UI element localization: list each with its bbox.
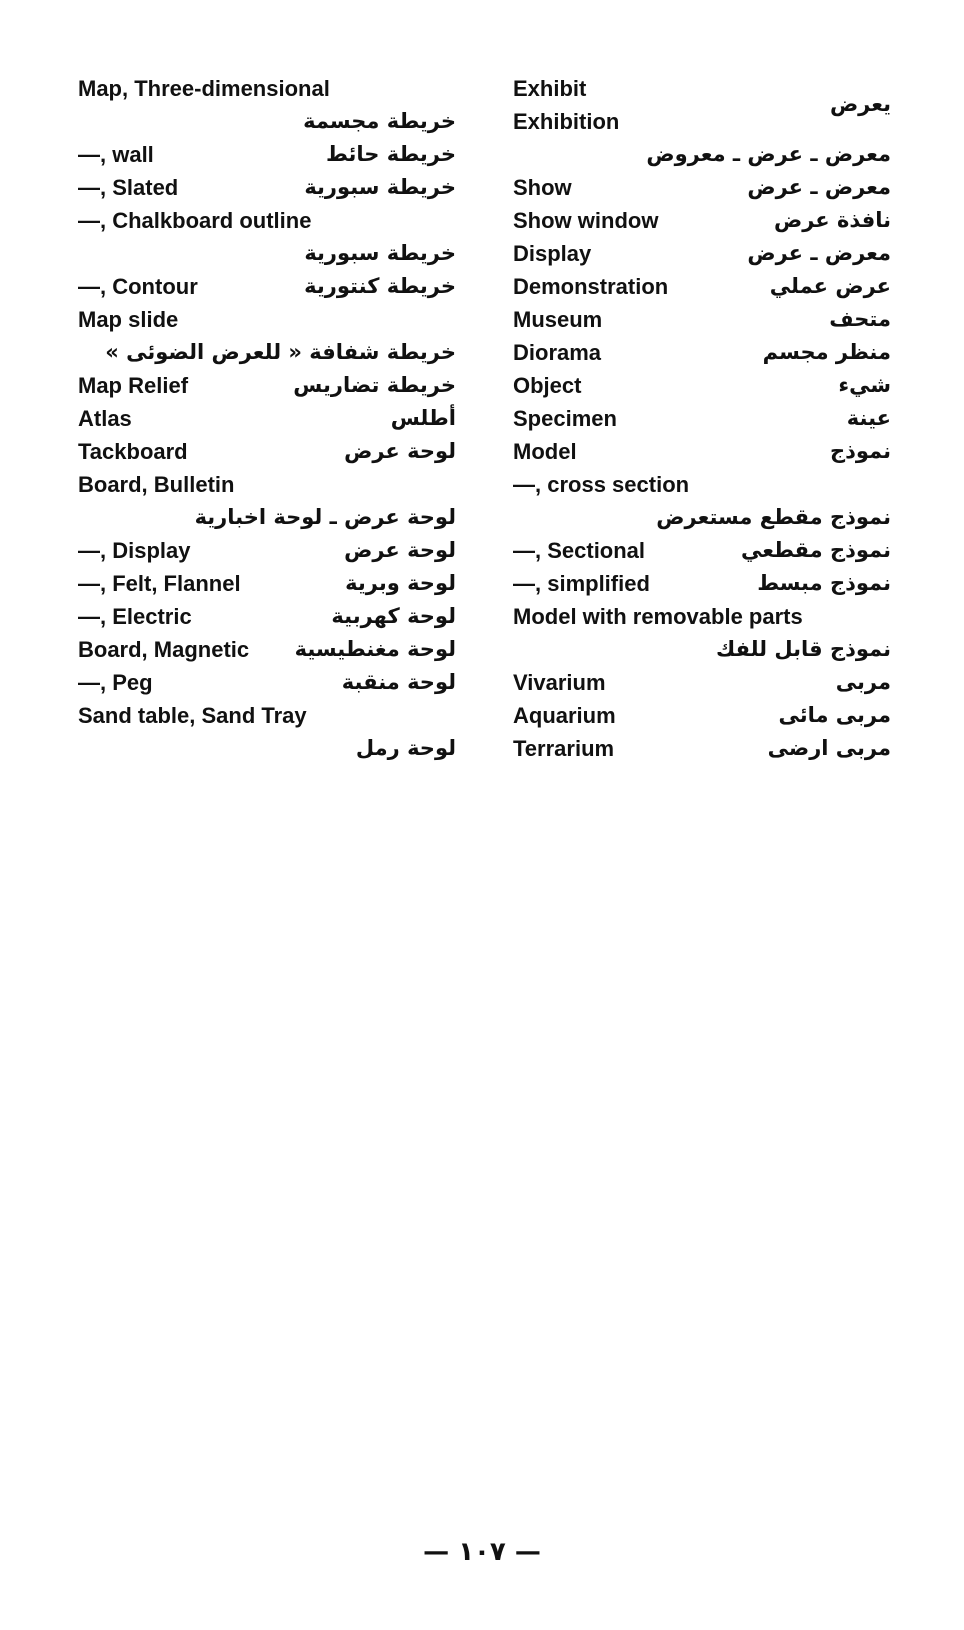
arabic-term: نموذج مقطعي xyxy=(740,538,891,562)
arabic-term: خريطة شفافة « للعرض الضوئى » xyxy=(105,340,456,364)
arabic-term: شيء xyxy=(838,373,891,397)
glossary-entry xyxy=(513,736,891,769)
arabic-term: معرض ـ عرض ـ معروض xyxy=(646,142,891,166)
arabic-term: لوحة وبرية xyxy=(345,571,456,595)
english-term: Map Relief xyxy=(78,373,189,398)
english-term: —, Felt, Flannel xyxy=(78,571,241,596)
arabic-term: خريطة تضاريس xyxy=(293,373,456,397)
glossary-entry xyxy=(513,439,891,472)
arabic-term: نافذة عرض xyxy=(773,208,891,232)
glossary-entry xyxy=(513,76,891,142)
english-term: —, Chalkboard outline xyxy=(78,208,312,233)
english-term: Demonstration xyxy=(513,274,669,299)
english-term: Tackboard xyxy=(78,439,188,464)
arabic-term: نموذج مقطع مستعرض xyxy=(656,505,891,529)
glossary-entry xyxy=(78,439,456,472)
glossary-entry xyxy=(513,406,891,439)
english-term: Specimen xyxy=(513,406,617,431)
glossary-entry xyxy=(78,274,456,307)
english-term: —, Contour xyxy=(78,274,198,299)
glossary-entry xyxy=(78,538,456,571)
glossary-entry xyxy=(78,703,456,769)
arabic-term: معرض ـ عرض xyxy=(747,175,891,199)
english-term: Object xyxy=(513,373,582,398)
arabic-term: لوحة منقبة xyxy=(341,670,456,694)
english-term: Exhibit xyxy=(513,76,587,101)
arabic-term: نموذج قابل للفك xyxy=(715,637,891,661)
arabic-term: متحف xyxy=(829,307,891,331)
english-term: —, wall xyxy=(78,142,154,167)
glossary-entry xyxy=(513,142,891,175)
english-term: Exhibition xyxy=(513,109,620,134)
glossary-entry xyxy=(513,571,891,604)
arabic-term: يعرض xyxy=(829,92,891,116)
glossary-entry xyxy=(78,670,456,703)
english-term: Map slide xyxy=(78,307,179,332)
glossary-entry xyxy=(513,241,891,274)
arabic-term: لوحة رمل xyxy=(355,736,456,760)
arabic-term: مربى xyxy=(835,670,891,694)
glossary-entry xyxy=(78,373,456,406)
english-term: Show xyxy=(513,175,572,200)
arabic-term: منظر مجسم xyxy=(762,340,891,364)
english-term: Model with removable parts xyxy=(513,604,803,629)
arabic-term: عرض عملي xyxy=(769,274,891,298)
glossary-entry xyxy=(513,703,891,736)
glossary-entry xyxy=(78,307,456,373)
english-term: —, Slated xyxy=(78,175,179,200)
glossary-entry xyxy=(513,340,891,373)
arabic-term: أطلس xyxy=(390,406,456,430)
glossary-entry xyxy=(513,208,891,241)
glossary-entry xyxy=(78,208,456,274)
english-term: —, Sectional xyxy=(513,538,646,563)
arabic-term: نموذج xyxy=(829,439,891,463)
arabic-term: لوحة عرض xyxy=(344,538,456,562)
arabic-term: معرض ـ عرض xyxy=(747,241,891,265)
glossary-entry xyxy=(513,274,891,307)
english-term: —, Electric xyxy=(78,604,192,629)
glossary-entry xyxy=(78,406,456,439)
glossary-entry xyxy=(513,472,891,538)
glossary-entry xyxy=(513,175,891,208)
glossary-entry xyxy=(78,76,456,142)
glossary-entry xyxy=(78,604,456,637)
english-term: —, cross section xyxy=(513,472,690,497)
glossary-entry xyxy=(513,538,891,571)
glossary-entry xyxy=(513,604,891,670)
arabic-term: خريطة حائط xyxy=(326,142,456,166)
glossary-entry xyxy=(78,571,456,604)
arabic-term: نموذج مبسط xyxy=(757,571,891,595)
english-term: Aquarium xyxy=(513,703,616,728)
glossary-entry xyxy=(78,637,456,670)
arabic-term: مربى ارضى xyxy=(767,736,891,760)
glossary-entry xyxy=(78,175,456,208)
arabic-term: لوحة عرض xyxy=(344,439,456,463)
english-term: Vivarium xyxy=(513,670,606,695)
english-term: —, Peg xyxy=(78,670,153,695)
english-term: Display xyxy=(513,241,592,266)
english-term: Board, Bulletin xyxy=(78,472,235,497)
arabic-term: خريطة سبورية xyxy=(304,241,456,265)
left-column xyxy=(78,76,456,769)
english-term: Atlas xyxy=(78,406,132,431)
english-term: Board, Magnetic xyxy=(78,637,250,662)
english-term: Sand table, Sand Tray xyxy=(78,703,307,728)
english-term: —, simplified xyxy=(513,571,650,596)
english-term: Model xyxy=(513,439,577,464)
page-number: — ١٠٧ — xyxy=(423,1537,541,1567)
glossary-entry xyxy=(78,142,456,175)
right-column xyxy=(513,76,891,769)
arabic-term: خريطة سبورية xyxy=(304,175,456,199)
glossary-entry xyxy=(513,307,891,340)
english-term: Show window xyxy=(513,208,659,233)
arabic-term: خريطة مجسمة xyxy=(303,109,456,133)
english-term: —, Display xyxy=(78,538,191,563)
english-term: Terrarium xyxy=(513,736,615,761)
arabic-term: عينة xyxy=(846,406,891,430)
english-term: Museum xyxy=(513,307,603,332)
arabic-term: لوحة مغنطيسية xyxy=(294,637,456,661)
arabic-term: لوحة كهربية xyxy=(331,604,456,628)
arabic-term: لوحة عرض ـ لوحة اخبارية xyxy=(194,505,456,529)
arabic-term: خريطة كنتورية xyxy=(304,274,456,298)
glossary-entry xyxy=(513,670,891,703)
glossary-entry xyxy=(78,472,456,538)
arabic-term: مربى مائى xyxy=(778,703,891,727)
glossary-entry xyxy=(513,373,891,406)
english-term: Diorama xyxy=(513,340,602,365)
english-term: Map, Three-dimensional xyxy=(78,76,330,101)
